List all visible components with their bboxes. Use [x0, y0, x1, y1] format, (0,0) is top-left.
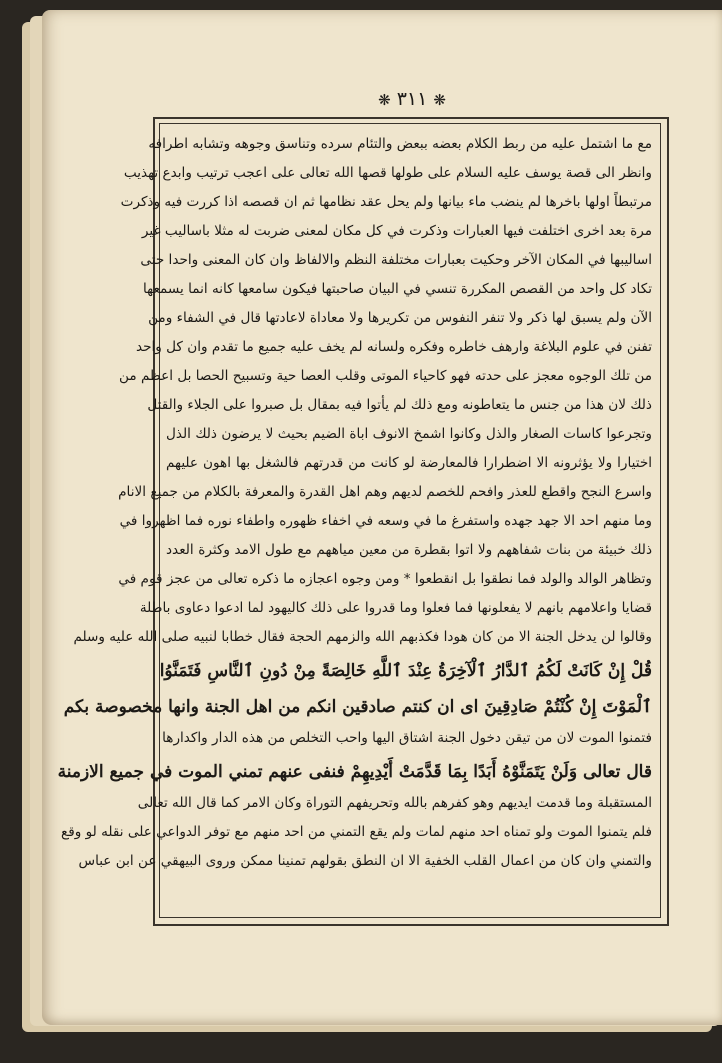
text-line: مرة بعد اخرى اختلفت فيها العبارات وذكرت في كل مكان لمعنى ضربت له مثلا باساليب غير [141, 223, 652, 239]
text-line: وانظر الى قصة يوسف عليه السلام على طولها قصها الله تعالى على اعجب ترتيب وابدع تهذيب [123, 165, 652, 181]
text-line: والتمني وان كان من اعمال القلب الخفية الا ان النطق بقولهم تمنينا ممكن وروى البيهقي عن ابن عباس [78, 853, 652, 869]
text-line: ذلك لان هذا من جنس ما يتعاطونه ومع ذلك لم يأتوا فيه بمقال بل صبروا على الجلاء والقتل [147, 397, 652, 413]
text-line: الآن ولم يسبق لها ذكر ولا تنفر النفوس من تكريرها ولا معاداة لاعادتها قال في الشفاء ومن [148, 310, 652, 326]
text-line: فلم يتمنوا الموت ولو تمناه احد منهم لمات ولم يقع التمني من احد منهم مع توفر الدواعي على نقله لو وقع [60, 824, 652, 840]
text-line: وتجرعوا كاسات الصغار والذل وكانوا اشمخ الانوف اباة الضيم بحيث لا يرضون ذلك الذل [166, 426, 652, 442]
text-block [57, 130, 652, 910]
text-line: قضايا واعلامهم بانهم لا يفعلونها فما فعلوا وما قدروا على ذلك كاليهود لما ادعوا دعاوى باطلة [139, 600, 652, 616]
text-line: مرتبطاً اولها باخرها لم ينضب ماء بيانها ولم يحل عقد نظامها ثم ان قصصه اذا كررت فيه وذكرت [120, 194, 652, 210]
text-line: وما منهم احد الا جهد جهده واستفرغ ما في وسعه في اخفاء ظهوره واطفاء نوره فما اظهروا في [119, 513, 652, 529]
text-line: وقالوا لن يدخل الجنة الا من كان هودا فكذبهم الله والزمهم الحجة فقال خطابا لنبيه صلى الله عليه وسلم [73, 629, 652, 645]
text-line: واسرع النجح واقطع للعذر وافحم للخصم لديهم وهم اهل القدرة والمعرفة بالكلام من جميع الانام [118, 484, 652, 500]
ornament-icon: ❋ [378, 91, 391, 109]
text-line: تكاد كل واحد من القصص المكررة تنسي في البيان صاحبتها فيكون سامعها كانه انما يسمعها [143, 281, 652, 297]
text-line: مع ما اشتمل عليه من ربط الكلام بعضه ببعض والتئام سرده وتناسق وجوهه وتشابه اطرافه [148, 136, 652, 152]
text-line: المستقبلة وما قدمت ايديهم وهو كفرهم بالله وتحريفهم التوراة وكان الامر كما قال الله تعالى [137, 795, 652, 811]
page-number-header [352, 88, 472, 110]
text-line: ذلك خبيئة من بنات شفاههم ولا اتوا بقطرة من معين مياههم مع طول الامد وكثرة العدد [166, 542, 652, 558]
text-line: اساليبها في المكان الآخر وحكيت بعبارات مختلفة النظم والالفاظ وان كان المعنى واحدا حتى [140, 252, 652, 268]
page-number: ٣١١ [396, 88, 428, 110]
quran-verse-line: قال تعالى وَلَنْ يَتَمَنَّوْهُ أَبَدًا بِمَا قَدَّمَتْ أَيْدِيهِمْ فنفى عنهم تمني الموت في جميع الازمنة [57, 762, 652, 782]
text-line: فتمنوا الموت لان من تيقن دخول الجنة اشتاق اليها واحب التخلص من هذه الدار واكدارها [162, 730, 652, 746]
ornament-icon: ❋ [433, 91, 446, 109]
quran-verse-line: ٱلْمَوْتَ إِنْ كُنْتُمْ صَادِقِينَ ای ان كنتم صادقين انكم من اهل الجنة وانها مخصوصة بكم [63, 697, 652, 717]
text-line: تفنن في علوم البلاغة وارهف خاطره وفكره ولسانه لم يخف عليه جميع ما تقدم وان كل واحد [135, 339, 652, 355]
text-line: اختيارا ولا يؤثرونه الا اضطرارا فالمعارضة لو كانت من قدرتهم فالشغل بها اهون عليهم [166, 455, 652, 471]
quran-verse-line: قُلْ إِنْ كَانَتْ لَكُمُ ٱلدَّارُ ٱلْآخِرَةُ عِنْدَ ٱللَّهِ خَالِصَةً مِنْ دُونِ ٱلنَّاسِ فَتَمَنَّوُا [159, 661, 652, 681]
text-line: من تلك الوجوه معجز على حدته فهو كاحياء الموتى وقلب العصا حية وتسبيح الحصا بل اعظم من [119, 368, 652, 384]
text-line: وتظاهر الوالد والولد فما نطقوا بل انقطعوا * ومن وجوه اعجازه ما ذكره تعالى من عجز قوم في [118, 571, 652, 587]
